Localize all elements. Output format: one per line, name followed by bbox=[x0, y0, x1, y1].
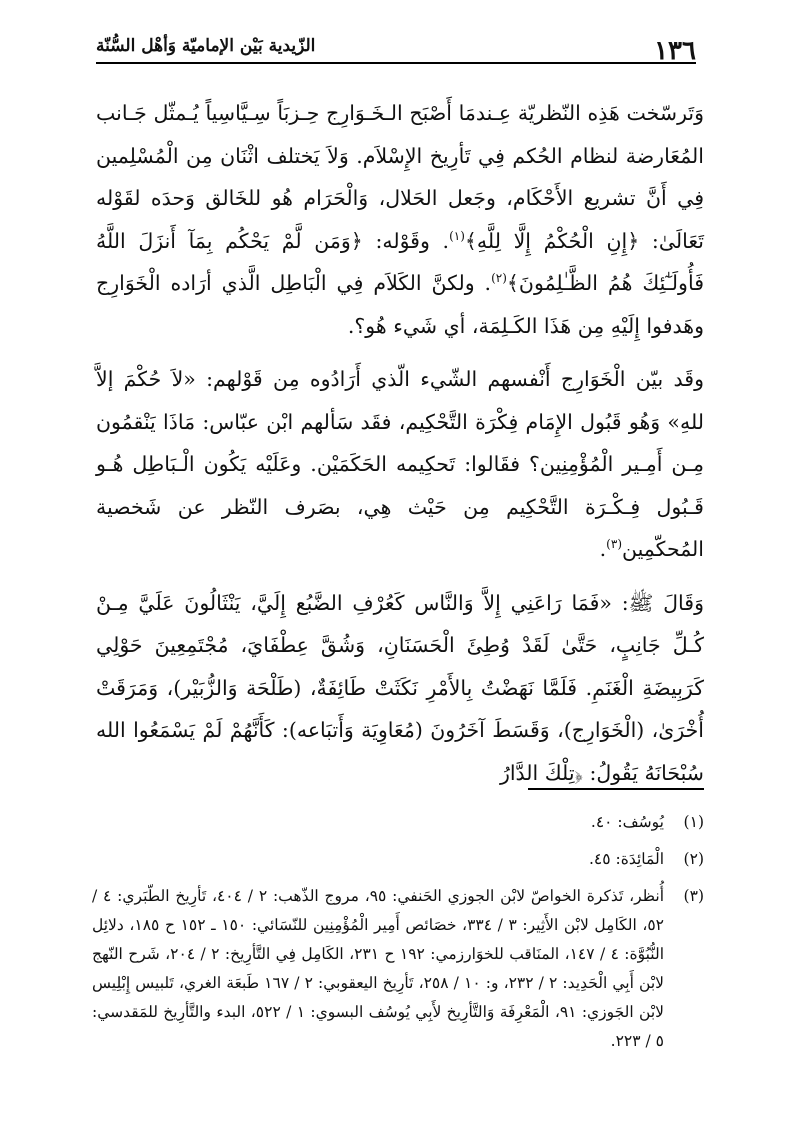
paragraph-3-text: وَقَالَ ﷺ: «فَمَا رَاعَنِي إِلاَّ وَالنَّاس كَعُرْفِ الضَّبُع إِلَيَّ، يَنْثَالُونَ عَلَيَّ مِـنْ كُـلِّ جَانِبٍ، حَتَّىٰ لَقَدْ وُطِئَ الْحَسَنَانِ، وَشُقَّ عِطْفَايَ، مُجْتَمِعِينَ حَوْلِي كَرَبِيضَةِ الْغَنَمِ. فَلَمَّا نَهَضْتُ بِالأَمْرِ نَكَثَتْ طَائِفَةٌ، (طَلْحَة وَالزُّبَيْر)، وَمَرَقَتْ أُخْرَىٰ، (الْخَوَارِج)، وَقَسَطَ آخَرُونَ (مُعَاوِيَة وَأَتبَاعه): كَأَنَّهُمْ لَمْ يَسْمَعُوا الله سُبْحَانَهُ يَقُولُ: ﴿تِلْكَ الدَّارُ bbox=[96, 590, 704, 785]
header-rule bbox=[96, 62, 696, 64]
footnote-text: الْمَائِدَة: ٤٥. bbox=[588, 850, 664, 868]
running-head bbox=[96, 22, 696, 66]
footnote-number: (١) bbox=[683, 813, 704, 831]
page-number: ١٣٦ bbox=[654, 36, 696, 66]
footnote-text: أُنظر، تَذكرة الخواصّ لابْن الجوزي الحَنفي: ٩٥، مروج الذّهب: ٢ / ٤٠٤، تَأرِيخ الطّبَري: ٤ / ٥٢، الكَامِل لابْن الأَثِير: ٣ / ٣٣٤، خصَائص أَمِير الْمُؤْمِنِين للنّسَائي: ١٥٠ ـ ١٥٢ ح ١٨٥، دلائِل النُّبُوَّة: ٤ / ١٤٧، المنَاقب للخوَارزمي: ١٩٢ ح ٢٣١، الكَامِل فِي التَّأرِيخ: ٢ / ٢٠٤، شَرح النّهج لابْن أَبِي الْحَدِيد: ٢ / ٢٣٢، و: ١٠ / ٢٥٨، تَأرِيخ اليعقوبي: ٢ / ١٦٧ طَبعَة الغري، تَلبيس إِبْلِيس لابْن الجَوزي: ٩١، الْمَعْرِفَة وَالتَّأرِيخ لأَبِي يُوسُف البسوي: ١ / ٥٢٢، البدء والتَّأرِيخ للمَقدسي: ٥ / ٢٢٣. bbox=[92, 887, 665, 1050]
footnote-separator bbox=[528, 788, 704, 790]
footnote-3 bbox=[92, 882, 704, 1056]
paragraph-1-text-b: . وقَوْله: ﴿وَمَن لَّمْ يَحْكُم بِمَآ أَنزَلَ اللَّهُ فَأُولَـٰٓئِكَ هُمُ الظَّـٰلِمُونَ﴾ bbox=[96, 228, 704, 295]
paragraph-2-end: . bbox=[599, 537, 607, 561]
main-text bbox=[96, 92, 704, 794]
footnote-text: يُوسُف: ٤٠. bbox=[590, 813, 664, 831]
running-title: الزّيدية بَيْن الإماميّة وَأهْل السُّنّة bbox=[96, 36, 316, 56]
paragraph-1-text-c: . ولكنَّ الكَلاَم فِي الْبَاطِل الَّذي أرَاده الْخَوَارِج وهَدفوا إِلَيْهِ مِن هَذَا الكَـلِمَة، أي شَيء هُو؟. bbox=[96, 271, 704, 338]
footnote-2 bbox=[92, 845, 704, 874]
footnotes bbox=[92, 808, 704, 1064]
footnote-number: (٣) bbox=[683, 887, 704, 905]
footnote-number: (٢) bbox=[683, 850, 704, 868]
paragraph-3 bbox=[96, 582, 704, 795]
footnote-1 bbox=[92, 808, 704, 837]
paragraph-2 bbox=[96, 358, 704, 571]
paragraph-1 bbox=[96, 92, 704, 347]
footnote-ref-3[interactable]: (٣) bbox=[606, 537, 622, 552]
footnote-ref-1[interactable]: (١) bbox=[449, 228, 465, 243]
paragraph-2-text: وقَد بيّن الْخَوَارِج أَنْفسهم الشّيء الّذي أَرَادُوه مِن قَوْلهم: «لاَ حُكْمَ إلاَّ للهِ» وَهُو قَبُول الإِمَام فِكْرَة التَّحْكِيم، فقَد سَألهم ابْن عبّاس: مَاذَا يَنْقمُون مِـن أَمِـير الْمُؤْمِنِين؟ فقَالوا: تَحكِيمه الحَكَمَيْن. وعَلَيْه يَكُون الْـبَاطِل هُـو قَـبُول فِـكْـرَة التَّحْكِيم مِن حَيْث هِي، بصَرف النّظر عن شَخصية المُحكّمِين bbox=[96, 367, 704, 561]
footnote-ref-2[interactable]: (٢) bbox=[491, 271, 507, 286]
paragraph-1-text-a: وَتَرسّخت هَذِه النّظريّة عِـندمَا أَصْبَح الـخَـوَارِج حِـزبَاً سِـيَّاسِياً يُـمثّل جَـانب المُعَارضة لنظام الحُكم فِي تَأرِيخ الإِسْلاَم. وَلاَ يَختلف اثْنَان مِن الْمُسْلِمين فِي أَنَّ تشريع الأَحْكَام، وجَعل الحَلال، وَالْحَرَام هُو للخَالق وَحدَه لقَوْله تَعَالَىٰ: ﴿إِنِ الْحُكْمُ إِلَّا لِلَّهِ﴾ bbox=[96, 101, 704, 253]
